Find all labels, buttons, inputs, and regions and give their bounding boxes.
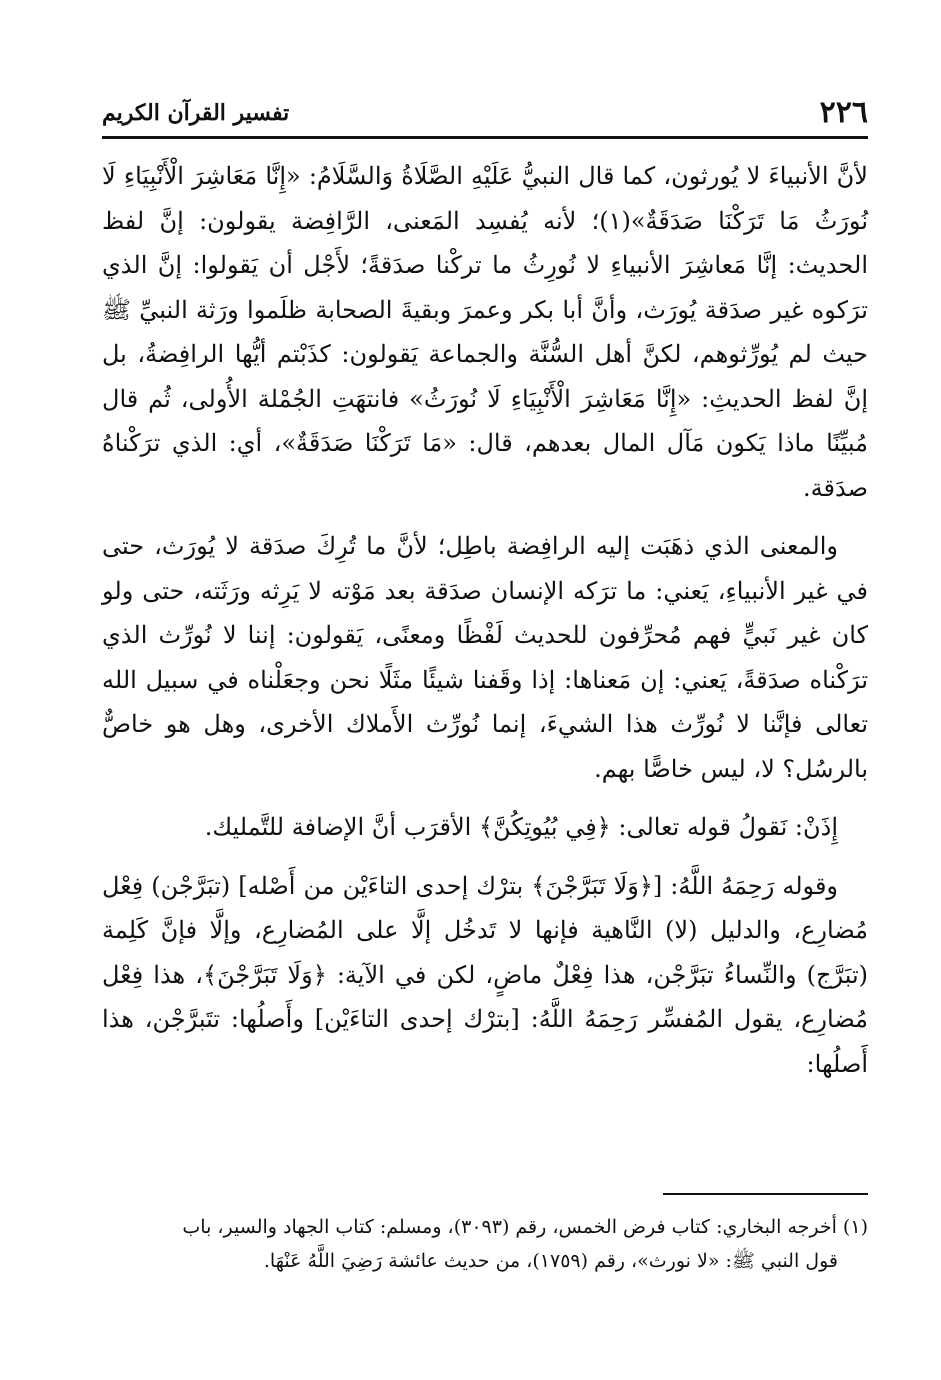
- footnote-1-continued: قول النبي ﷺ: «لا نورث»، رقم (١٧٥٩)، من حديث عائشة رَضِيَ اللَّهُ عَنْهَا.: [263, 1250, 838, 1272]
- header-divider: [102, 136, 868, 139]
- running-title: تفسير القرآن الكريم: [102, 100, 290, 126]
- page-number: ٢٢٦: [819, 95, 868, 130]
- paragraph-1: لأنَّ الأنبياءَ لا يُورثون، كما قال النبيُّ عَلَيْهِ الصَّلَاةُ وَالسَّلَامُ: «إِنَّا مَعَاشِرَ الْأَنْبِيَاءِ لَا نُورَثُ مَا تَرَكْنَا صَدَقَةٌ»(١)؛ لأنه يُفسِد المَعنى، الرَّافِضة يقولون: إنَّ لفظ الحديث: إنَّا مَعاشِرَ الأنبياءِ لا نُورِثُ ما تركْنا صدَقةً؛ لأَجْل أن يَقولوا: إنَّ الذي ترَكوه غير صدَقة يُورَث، وأنَّ أبا بكر وعمرَ وبقيةَ الصحابة ظلَموا ورَثة النبيِّ ﷺ حيث لم يُورِّثوهم، لكنَّ أهل السُّنَّة والجماعة يَقولون: كذَبْتم أيُّها الرافِضةُ، بل إنَّ لفظ الحديثِ: «إِنَّا مَعَاشِرَ الْأَنْبِيَاءِ لَا نُورَثُ» فانتهَتِ الجُمْلة الأُولى، ثُم قال مُبيِّنًا ماذا يَكون مَآل المال بعدهم، قال: «مَا تَرَكْنَا صَدَقَةٌ»، أي: الذي ترَكْناهُ صدَقة.: [102, 162, 868, 502]
- footnote-1: (١) أخرجه البخاري: كتاب فرض الخمس، رقم (٣٠٩٣)، ومسلم: كتاب الجهاد والسير، باب: [182, 1216, 868, 1238]
- footnotes: [102, 1210, 868, 1278]
- main-text: [102, 154, 868, 1086]
- paragraph-2: والمعنى الذي ذهَبَت إليه الرافِضة باطِل؛ لأنَّ ما تُرِكَ صدَقة لا يُورَث، حتى في غير الأنبياءِ، يَعني: ما ترَكه الإنسان صدَقة بعد مَوْته لا يَرِثه ورَثَته، حتى ولو كان غير نَبيٍّ فهم مُحرِّفون للحديث لَفْظًا ومعنًى، يَقولون: إننا لا نُورِّث الذي ترَكْناه صدَقةً، يَعني: إن مَعناها: إذا وقَفنا شيئًا مثَلًا نحن وجعَلْناه في سبيل الله تعالى فإنَّنا لا نُورِّث هذا الشيءَ، إنما نُورِّث الأَملاك الأخرى، وهل هو خاصٌّ بالرسُل؟ لا، ليس خاصًّا بهم.: [102, 532, 868, 783]
- footnote-divider: [663, 1193, 868, 1195]
- paragraph-3: إِذَنْ: نَقولُ قوله تعالى: ﴿فِي بُيُوتِكُنَّ﴾ الأقرَب أنَّ الإضافة للتَّمليك.: [204, 813, 838, 841]
- paragraph-4: وقوله رَحِمَهُ اللَّهُ: [﴿وَلَا تَبَرَّجْنَ﴾ بترْك إحدى التاءَيْن من أَصْله] (تبَرَّجْن) فِعْل مُضارِع، والدليل (لا) النَّاهية فإنها لا تَدخُل إلَّا على المُضارِع، وإلَّا فإنَّ كَلِمة (تبَرَّج) والنِّساءُ تبَرَّجْن، هذا فِعْلٌ ماضٍ، لكن في الآية: ﴿وَلَا تَبَرَّجْنَ﴾، هذا فِعْل مُضارِع، يقول المُفسِّر رَحِمَهُ اللَّهُ: [بترْك إحدى التاءَيْن] وأَصلُها: تتَبرَّجْن، هذا أَصلُها:: [102, 871, 868, 1078]
- page-header: [102, 94, 868, 134]
